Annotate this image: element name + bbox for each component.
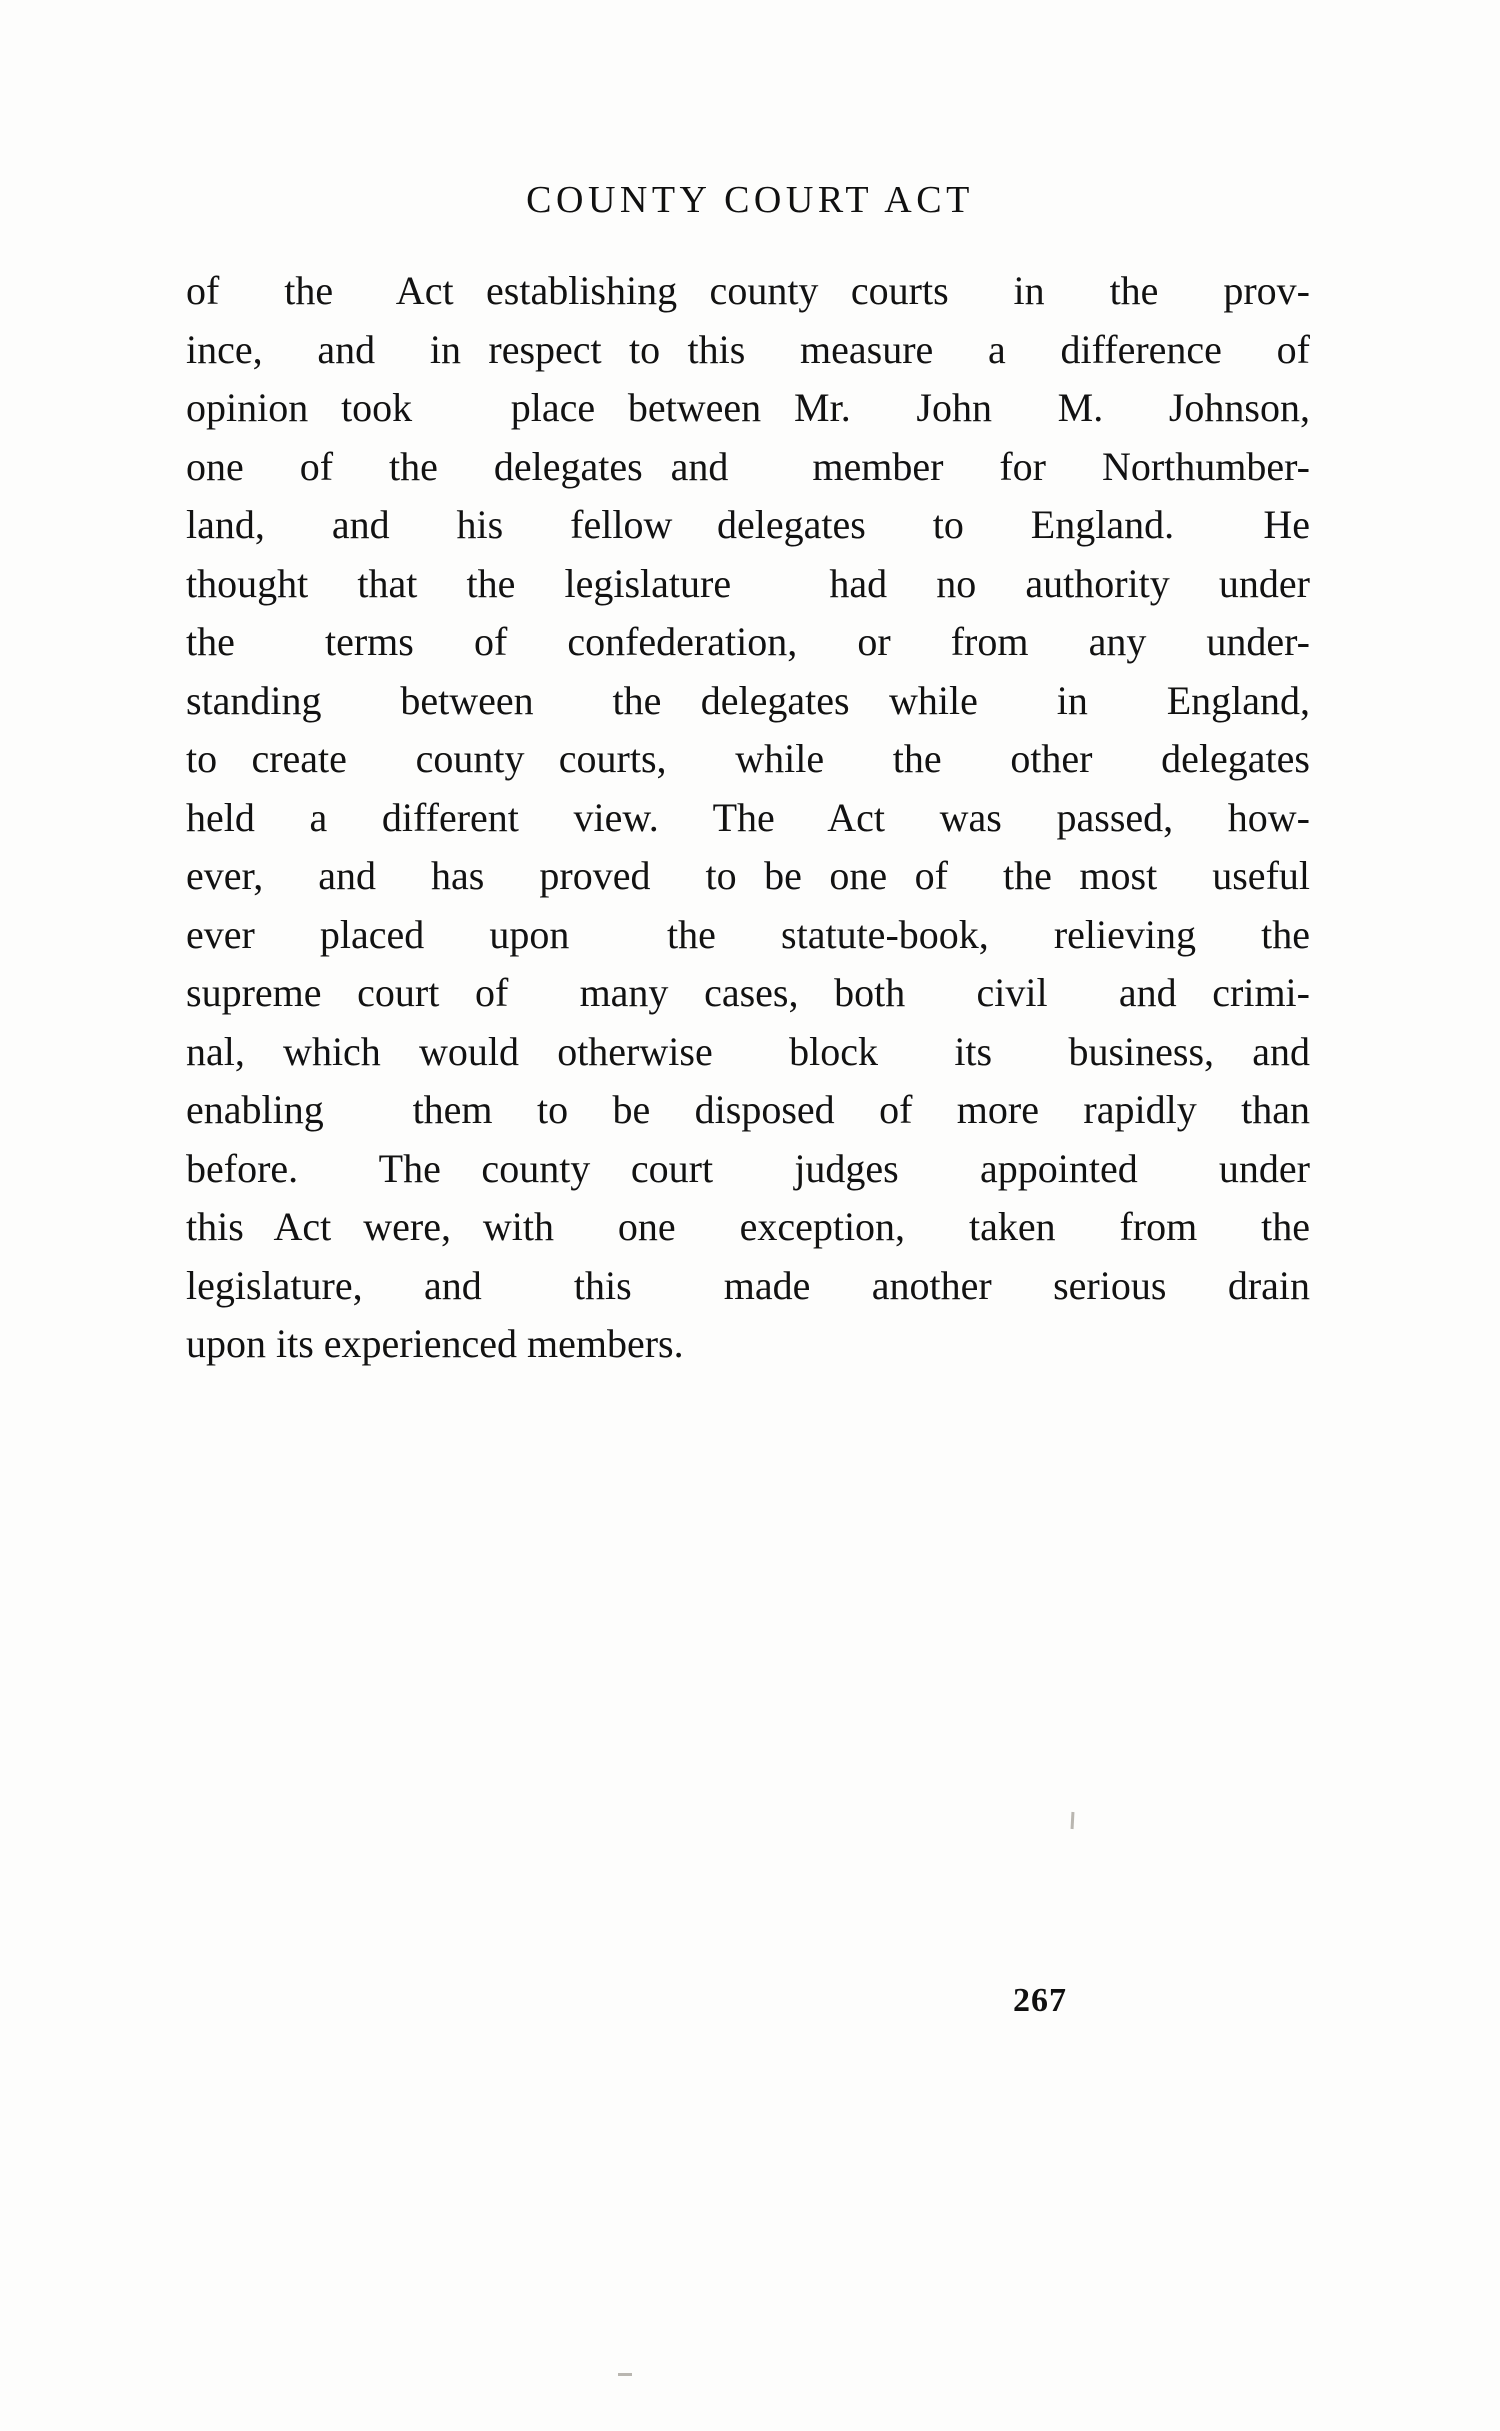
- body-line: enabling them to be disposed of more rapidly than: [186, 1087, 1310, 1132]
- body-line: land, and his fellow delegates to England. He: [186, 502, 1310, 547]
- page-folio: [0, 1982, 1500, 2020]
- body-line: ever placed upon the statute-book, relieving the: [186, 911, 1310, 957]
- body-line: supreme court of many cases, both civil and crimi-: [186, 970, 1310, 1015]
- body-line: nal, which would otherwise block its business, and: [186, 1028, 1310, 1074]
- body-line: legislature, and this made another serious drain: [186, 1262, 1310, 1308]
- body-line: the terms of confederation, or from any under-: [186, 619, 1310, 664]
- page-number: 267: [1013, 1982, 1067, 2019]
- body-line: thought that the legislature had no authority under: [186, 560, 1310, 606]
- body-line: before. The county court judges appointed under: [186, 1145, 1310, 1191]
- body-line: opinion took place between Mr. John M. Johnson,: [186, 385, 1310, 430]
- body-line: held a different view. The Act was passed, how-: [186, 794, 1310, 840]
- body-line: standing between the delegates while in England,: [186, 677, 1310, 723]
- body-text: [186, 262, 1310, 1374]
- body-line: one of the delegates and member for Northumber-: [186, 443, 1310, 489]
- paper-speck: [618, 2373, 632, 2376]
- body-line: this Act were, with one exception, taken from the: [186, 1204, 1310, 1249]
- body-line: to create county courts, while the other delegates: [186, 736, 1310, 781]
- body-line: of the Act establishing county courts in the prov-: [186, 268, 1310, 313]
- paper-speck: [1071, 1812, 1075, 1829]
- body-line: ever, and has proved to be one of the most useful: [186, 853, 1310, 898]
- body-line: ince, and in respect to this measure a difference of: [186, 326, 1310, 372]
- body-line: upon its experienced members.: [186, 1321, 684, 1366]
- running-head: COUNTY COURT ACT: [526, 179, 974, 221]
